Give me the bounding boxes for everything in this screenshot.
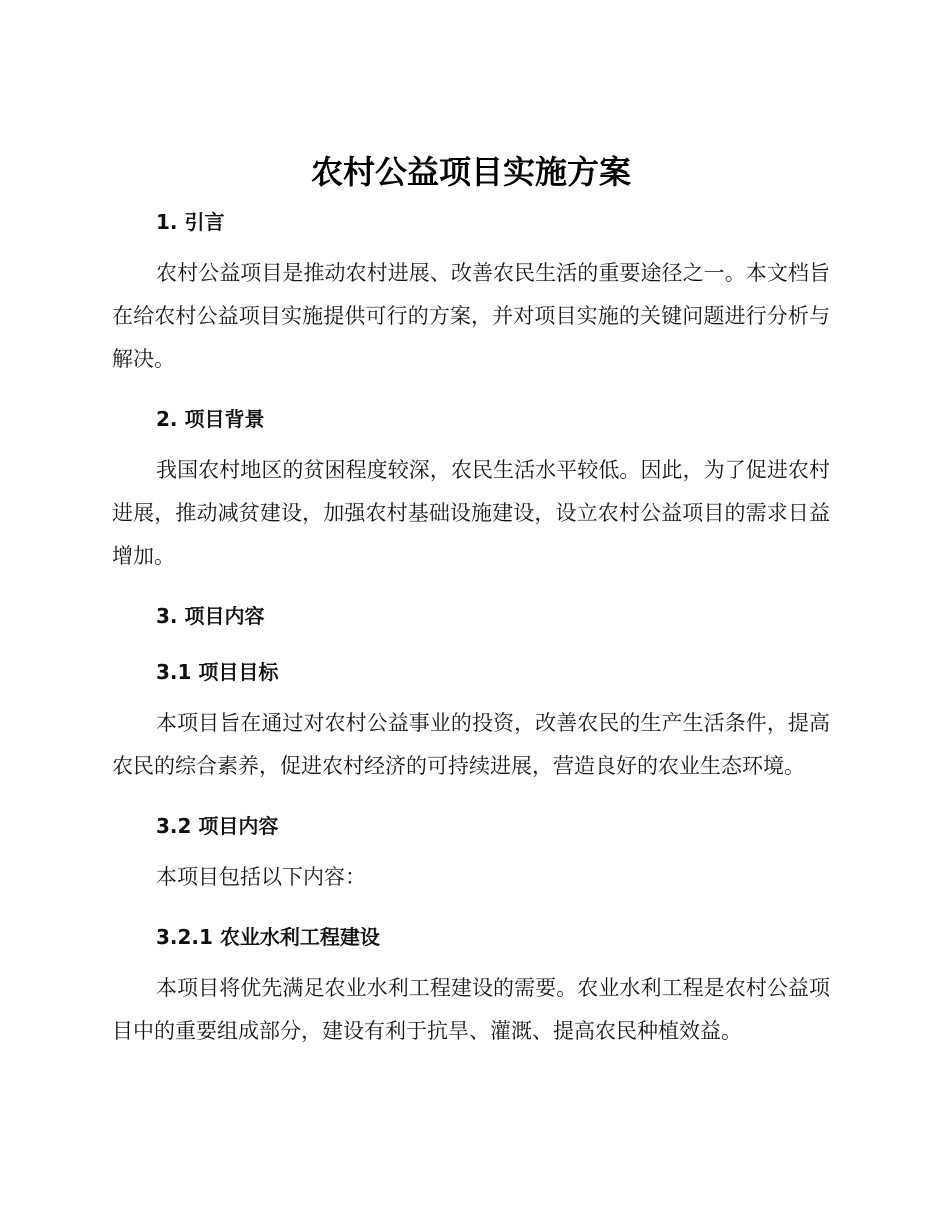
section-heading-content: 3. 项目内容 bbox=[156, 604, 265, 628]
paragraph-water-conservancy: 本项目将优先满足农业水利工程建设的需要。农业水利工程是农村公益项目中的重要组成部分，建设有利于抗旱、灌溉、提高农民种植效益。 bbox=[112, 976, 830, 1043]
document-body bbox=[112, 150, 830, 1053]
section-heading-goals: 3.1 项目目标 bbox=[156, 660, 279, 684]
paragraph-background: 我国农村地区的贫困程度较深，农民生活水平较低。因此，为了促进农村进展，推动减贫建设，加强农村基础设施建设，设立农村公益项目的需求日益增加。 bbox=[112, 458, 830, 568]
section-heading-background: 2. 项目背景 bbox=[156, 407, 265, 431]
section-heading-water-conservancy: 3.2.1 农业水利工程建设 bbox=[156, 925, 380, 949]
document-title: 农村公益项目实施方案 bbox=[310, 153, 631, 191]
section-heading-intro: 1. 引言 bbox=[156, 210, 225, 234]
section-heading-project-content: 3.2 项目内容 bbox=[156, 814, 279, 838]
paragraph-project-content-intro: 本项目包括以下内容： bbox=[156, 865, 366, 889]
paragraph-intro: 农村公益项目是推动农村进展、改善农民生活的重要途径之一。本文档旨在给农村公益项目实施提供可行的方案，并对项目实施的关键问题进行分析与解决。 bbox=[112, 261, 830, 371]
paragraph-goals: 本项目旨在通过对农村公益事业的投资，改善农民的生产生活条件，提高农民的综合素养，促进农村经济的可持续进展，营造良好的农业生态环境。 bbox=[112, 711, 830, 778]
